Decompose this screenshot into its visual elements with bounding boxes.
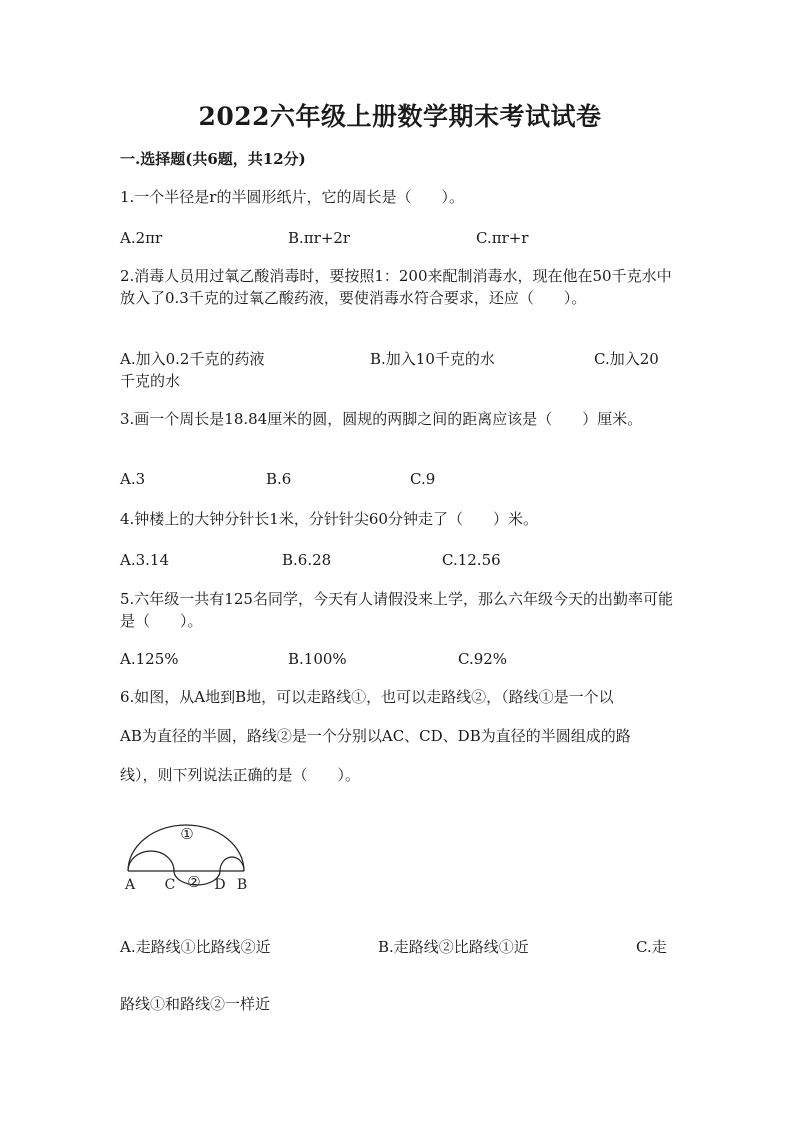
question-4-option-b[interactable]: B.6.28 — [282, 551, 332, 569]
route-figure — [115, 815, 255, 895]
question-5-options — [120, 648, 680, 670]
question-1-option-c[interactable]: C.πr+r — [476, 229, 529, 247]
question-6-options — [120, 936, 680, 958]
route-1-label: ① — [180, 825, 194, 843]
question-1-option-b[interactable]: B.πr+2r — [288, 229, 351, 247]
question-2-option-b[interactable]: B.加入10千克的水 — [370, 350, 495, 368]
question-2-options — [120, 348, 680, 370]
question-1-option-a[interactable]: A.2πr — [120, 229, 163, 247]
question-1-stem: 1.一个半径是r的半圆形纸片，它的周长是（ ）。 — [120, 188, 464, 206]
question-4-option-a[interactable]: A.3.14 — [120, 551, 169, 569]
page-title: 2022六年级上册数学期末考试试卷 — [198, 102, 602, 131]
question-3-option-b[interactable]: B.6 — [266, 470, 292, 488]
route-2-arc-db — [220, 857, 244, 871]
question-5-option-a[interactable]: A.125% — [120, 650, 179, 668]
question-5-option-c[interactable]: C.92% — [458, 650, 508, 668]
question-6-option-b[interactable]: B.走路线②比路线①近 — [378, 938, 529, 956]
question-3-stem: 3.画一个周长是18.84厘米的圆，圆规的两脚之间的距离应该是（ ）厘米。 — [120, 410, 643, 428]
question-4-options — [120, 549, 680, 571]
question-2-option-c[interactable]: C.加入20 — [594, 350, 659, 368]
question-2-option-a[interactable]: A.加入0.2千克的药液 — [120, 350, 265, 368]
question-4-stem: 4.钟楼上的大钟分针长1米，分针针尖60分钟走了（ ）米。 — [120, 510, 538, 528]
question-3-options — [120, 468, 680, 490]
question-5-option-b[interactable]: B.100% — [288, 650, 347, 668]
question-2-option-c-continued: 千克的水 — [120, 372, 181, 390]
route-2-label: ② — [187, 873, 201, 891]
point-c-label: C — [164, 877, 176, 893]
question-4-option-c[interactable]: C.12.56 — [442, 551, 501, 569]
question-1-options — [120, 227, 680, 249]
question-6-option-a[interactable]: A.走路线①比路线②近 — [120, 938, 271, 956]
point-a-label: A — [124, 877, 136, 893]
question-6-stem-line-1: 6.如图，从A地到B地，可以走路线①，也可以走路线②，（路线①是一个以 — [120, 688, 614, 706]
question-6-stem-line-2: AB为直径的半圆，路线②是一个分别以AC、CD、DB为直径的半圆组成的路 — [120, 727, 631, 745]
point-b-label: B — [236, 877, 248, 893]
point-d-label: D — [214, 877, 226, 893]
question-5-stem: 5.六年级一共有125名同学，今天有人请假没来上学，那么六年级今天的出勤率可能是（ ）。 — [120, 590, 673, 630]
question-6-option-c-continued: 路线①和路线②一样近 — [120, 995, 271, 1013]
question-6-option-c[interactable]: C.走 — [636, 938, 667, 956]
question-2-stem: 2.消毒人员用过氧乙酸消毒时，要按照1：200来配制消毒水，现在他在50千克水中放入了0.3千克的过氧乙酸药液，要使消毒水符合要求，还应（ ）。 — [120, 267, 672, 307]
question-3-option-a[interactable]: A.3 — [120, 470, 146, 488]
question-3-option-c[interactable]: C.9 — [410, 470, 436, 488]
section-heading: 一.选择题(共6题，共12分) — [120, 150, 306, 168]
route-2-arc-ac — [128, 851, 174, 871]
question-6-stem-line-3: 线），则下列说法正确的是（ ）。 — [120, 766, 361, 784]
